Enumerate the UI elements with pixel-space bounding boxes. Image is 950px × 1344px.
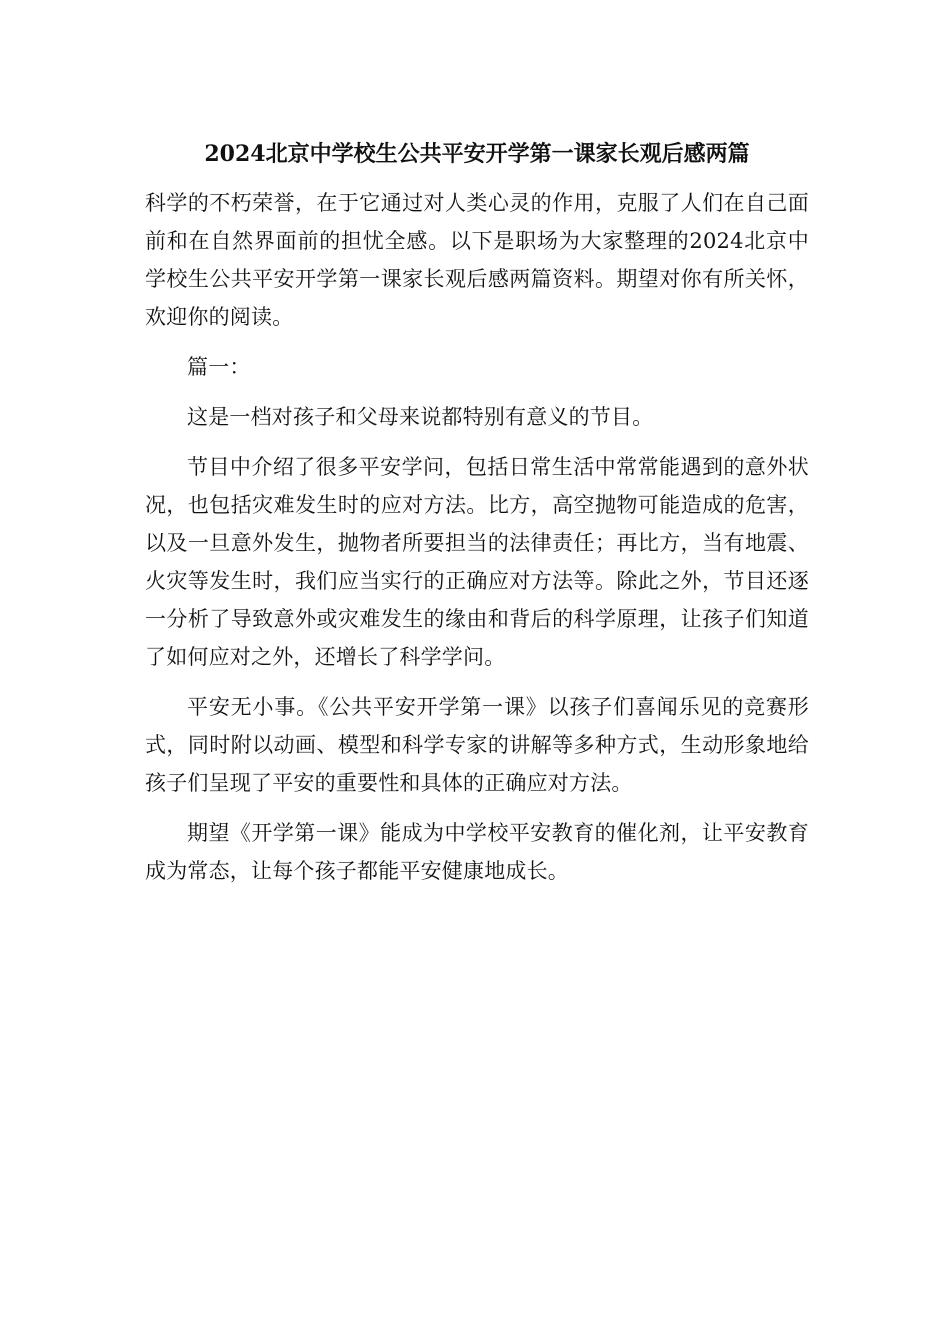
section-heading: 篇一： — [187, 355, 251, 379]
intro-paragraph: 科学的不朽荣誉，在于它通过对人类心灵的作用，克服了人们在自己面前和在自然界面前的担忧全感。以下是职场为大家整理的2024北京中学校生公共平安开学第一课家长观后感两篇资料。期望对你有所关怀，欢迎你的阅读。 — [145, 191, 809, 329]
document-title: 2024北京中学校生公共平安开学第一课家长观后感两篇 — [204, 141, 750, 167]
body-paragraph: 平安无小事。《公共平安开学第一课》以孩子们喜闻乐见的竞赛形式，同时附以动画、模型和科学专家的讲解等多种方式，生动形象地给孩子们呈现了平安的重要性和具体的正确应对方法。 — [145, 695, 809, 795]
document-body — [145, 184, 809, 902]
body-paragraph: 这是一档对孩子和父母来说都特别有意义的节目。 — [187, 405, 654, 429]
body-paragraph: 期望《开学第一课》能成为中学校平安教育的催化剂，让平安教育成为常态，让每个孩子都能平安健康地成长。 — [145, 821, 809, 883]
body-paragraph: 节目中介绍了很多平安学问，包括日常生活中常常能遇到的意外状况，也包括灾难发生时的应对方法。比方，高空抛物可能造成的危害，以及一旦意外发生，抛物者所要担当的法律责任；再比方，当有地震、火灾等发生时，我们应当实行的正确应对方法等。除此之外，节目还逐一分析了导致意外或灾难发生的缘由和背后的科学原理，让孩子们知道了如何应对之外，还增长了科学学问。 — [145, 455, 809, 669]
